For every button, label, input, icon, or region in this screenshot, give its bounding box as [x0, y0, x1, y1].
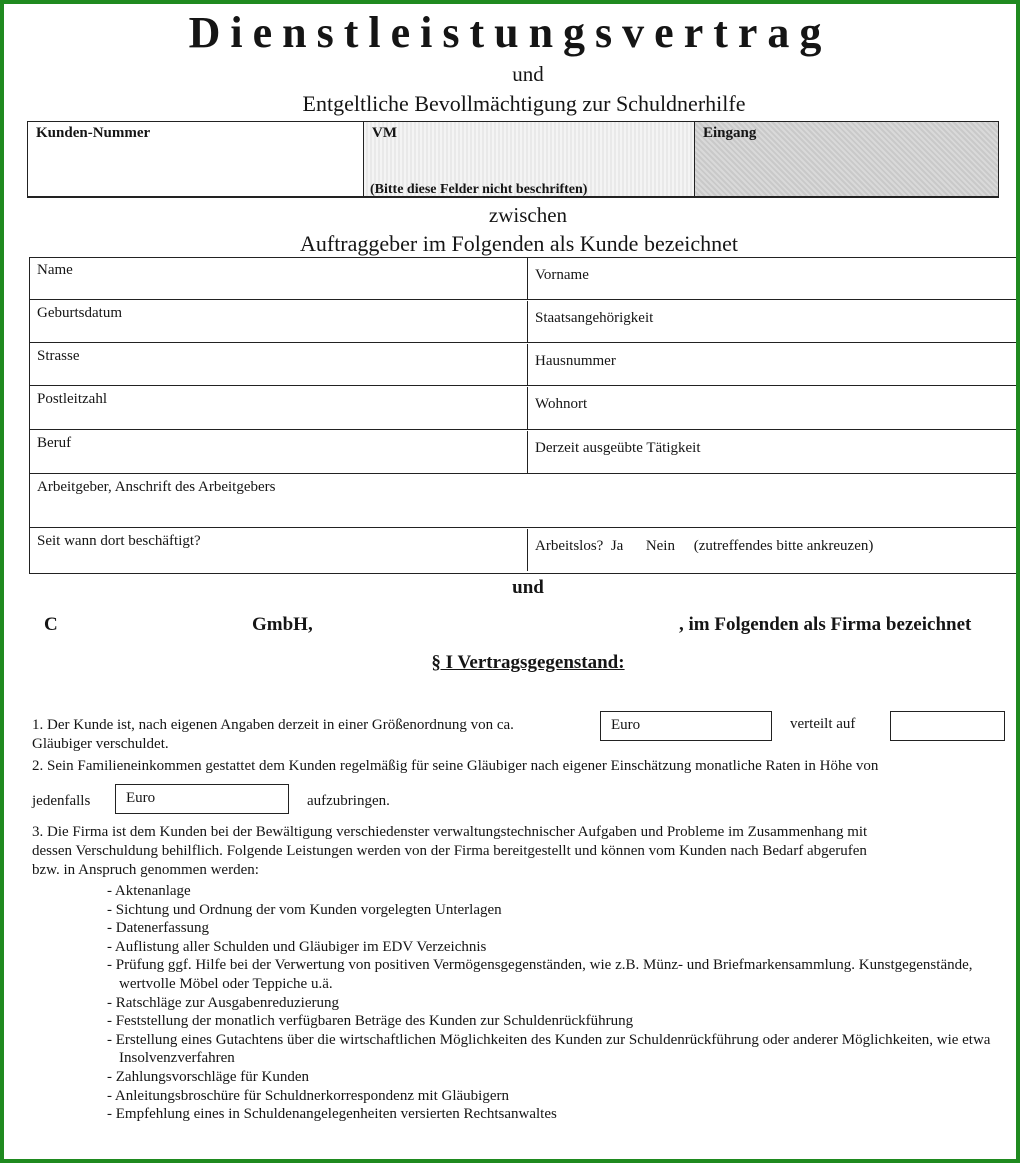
jedenfalls-text: jedenfalls [32, 793, 91, 809]
customer-data-table [29, 257, 1020, 574]
office-use-box [27, 121, 999, 198]
table-row [30, 301, 1020, 343]
arbeitgeber-label: Arbeitgeber, Anschrift des Arbeitgebers [37, 479, 276, 495]
list-item: - Aktenanlage [107, 883, 191, 899]
name-field[interactable] [30, 258, 528, 299]
para3-line3: bzw. in Anspruch genommen werden: [32, 862, 259, 878]
list-item: - Auflistung aller Schulden und Gläubiger im EDV Verzeichnis [107, 938, 487, 955]
aufzubringen-text: aufzubringen. [307, 793, 390, 809]
arbeitslos-field[interactable] [528, 529, 1020, 571]
para3-line1: 3. Die Firma ist dem Kunden bei der Bewältigung verschiedenster verwaltungstechnischer Aufgaben und Probleme im Zusammenhang mit [32, 824, 868, 840]
office-note: (Bitte diese Felder nicht beschriften) [370, 182, 588, 197]
section-heading [4, 652, 1020, 674]
section-title: § I Vertragsgegenstand: [431, 652, 625, 673]
services-list [107, 882, 1007, 1124]
table-row [30, 344, 1020, 386]
debt-amount-field[interactable] [600, 711, 772, 741]
hausnummer-label: Hausnummer [535, 353, 616, 369]
monthly-rate-unit: Euro [126, 790, 156, 806]
postleitzahl-label: Postleitzahl [37, 391, 107, 407]
table-row [30, 387, 1020, 430]
auftraggeber-heading: Auftraggeber im Folgenden als Kunde bezeichnet [299, 231, 738, 256]
contract-page [4, 4, 1016, 1159]
para1-end: Gläubiger verschuldet. [32, 736, 169, 752]
vorname-label: Vorname [535, 267, 589, 283]
list-item: - Zahlungsvorschläge für Kunden [107, 1068, 310, 1085]
para3-line2: dessen Verschuldung behilflich. Folgende Leistungen werden von der Firma bereitgestellt und können vom Kunden nach Bedarf abgerufen [32, 843, 867, 859]
taetigkeit-field[interactable] [528, 431, 1020, 473]
table-row [30, 258, 1020, 300]
para1-text: 1. Der Kunde ist, nach eigenen Angaben derzeit in einer Größenordnung von ca. [32, 717, 514, 733]
kunden-nummer-field[interactable] [28, 122, 364, 196]
list-item: - Datenerfassung [107, 920, 210, 937]
table-row [30, 431, 1020, 474]
list-item: - Erstellung eines Gutachtens über die wirtschaftlichen Möglichkeiten des Kunden zur Schuldenrückführung oder anderer Möglichkeiten, wie etwa Insolvenzverfahren [107, 1031, 991, 1067]
list-item: - Empfehlung eines in Schuldenangelegenheiten versierten Rechtsanwaltes [107, 1106, 557, 1123]
seit-wann-label: Seit wann dort beschäftigt? [37, 533, 201, 549]
firm-gmbh: GmbH, [252, 614, 313, 635]
wohnort-label: Wohnort [535, 396, 588, 412]
vm-field[interactable] [364, 122, 695, 196]
geburtsdatum-label: Geburtsdatum [37, 305, 122, 321]
hausnummer-field[interactable] [528, 344, 1020, 385]
und-separator: und [512, 577, 544, 598]
document-subtitle: Entgeltliche Bevollmächtigung zur Schuldnerhilfe [302, 91, 746, 116]
wohnort-field[interactable] [528, 387, 1020, 429]
staatsangehoerigkeit-label: Staatsangehörigkeit [535, 310, 654, 326]
monthly-rate-field[interactable] [115, 784, 289, 814]
strasse-label: Strasse [37, 348, 80, 364]
geburtsdatum-field[interactable] [30, 301, 528, 342]
name-label: Name [37, 262, 73, 278]
arbeitgeber-field[interactable] [30, 475, 1020, 527]
list-item: - Anleitungsbroschüre für Schuldnerkorrespondenz mit Gläubigern [107, 1087, 509, 1104]
eingang-field[interactable] [695, 122, 998, 196]
beruf-label: Beruf [37, 435, 72, 451]
para2-text: 2. Sein Familieneinkommen gestattet dem Kunden regelmäßig für seine Gläubiger nach eigener Einschätzung monatliche Raten in Höhe von [32, 758, 879, 774]
vm-label: VM [372, 125, 397, 141]
seit-wann-field[interactable] [30, 529, 528, 571]
eingang-label: Eingang [703, 125, 757, 141]
list-item: - Prüfung ggf. Hilfe bei der Verwertung von positiven Vermögensgegenständen, wie z.B. Münz- und Briefmarkensammlung. Kunstgegenstände, wertvolle Möbel oder Teppiche u.ä. [107, 957, 973, 992]
beruf-field[interactable] [30, 431, 528, 473]
staatsangehoerigkeit-field[interactable] [528, 301, 1020, 342]
table-row [30, 529, 1020, 571]
zwischen-text: zwischen [488, 203, 568, 227]
vorname-field[interactable] [528, 258, 1020, 299]
list-item: - Feststellung der monatlich verfügbaren Beträge des Kunden zur Schuldenrückführung [107, 1013, 634, 1030]
list-item: - Ratschläge zur Ausgabenreduzierung [107, 994, 339, 1011]
firm-c: C [44, 614, 58, 635]
title-und: und [512, 62, 544, 86]
firm-bezeichnet: , im Folgenden als Firma bezeichnet [679, 614, 972, 635]
arbeitslos-label: Arbeitslos? Ja Nein (zutreffendes bitte ankreuzen) [535, 538, 874, 554]
creditor-count-field[interactable] [890, 711, 1005, 741]
postleitzahl-field[interactable] [30, 387, 528, 429]
taetigkeit-label: Derzeit ausgeübte Tätigkeit [535, 440, 701, 456]
verteilt-text: verteilt auf [790, 716, 856, 732]
table-row [30, 475, 1020, 528]
debt-amount-unit: Euro [611, 717, 641, 733]
kunden-nummer-label: Kunden-Nummer [36, 125, 151, 141]
document-title: Dienstleistungsvertrag [188, 8, 832, 57]
strasse-field[interactable] [30, 344, 528, 385]
list-item: - Sichtung und Ordnung der vom Kunden vorgelegten Unterlagen [107, 901, 502, 918]
